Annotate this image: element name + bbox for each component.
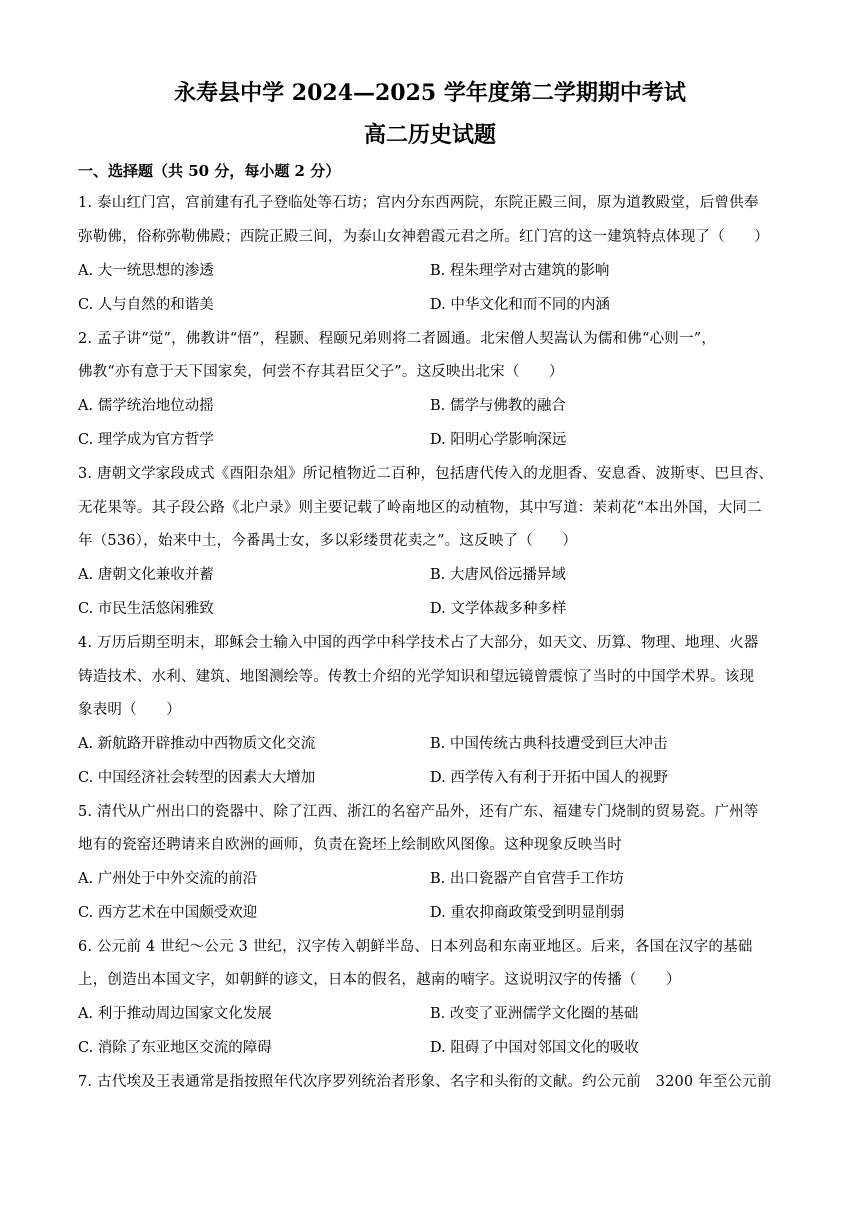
question-4-option-b: B. 中国传统古典科技遭受到巨大冲击 — [430, 736, 668, 752]
question-3-line-3: 年（536），始来中土，今番禺士女，多以彩缕贯花卖之”。这反映了（ ） — [78, 533, 578, 549]
question-4-line-2: 铸造技术、水利、建筑、地图测绘等。传教士介绍的光学知识和望远镜曾震惊了当时的中国学术界。该现 — [78, 669, 755, 685]
question-5-option-b: B. 出口瓷器产自官营手工作坊 — [430, 871, 624, 887]
exam-title: 永寿县中学 2024—2025 学年度第二学期期中考试 — [174, 80, 686, 106]
exam-subtitle: 高二历史试题 — [363, 122, 496, 148]
question-4-option-a: A. 新航路开辟推动中西物质文化交流 — [78, 736, 316, 752]
question-2-option-d: D. 阳明心学影响深远 — [430, 432, 567, 448]
question-4-option-c: C. 中国经济社会转型的因素大大增加 — [78, 770, 316, 786]
question-5-option-d: D. 重农抑商政策受到明显削弱 — [430, 905, 625, 921]
question-3-line-2: 无花果等。其子段公路《北户录》则主要记载了岭南地区的动植物，其中写道：茉莉花“本出外国，大同二 — [78, 500, 762, 516]
question-2-line-1: 2. 孟子讲“觉”，佛教讲“悟”，程颢、程颐兄弟则将二者圆通。北宋僧人契嵩认为儒和佛“心则一”， — [78, 331, 717, 347]
question-6-option-b: B. 改变了亚洲儒学文化圈的基础 — [430, 1006, 639, 1022]
question-5-line-1: 5. 清代从广州出口的瓷器中、除了江西、浙江的名窑产品外，还有广东、福建专门烧制的贸易瓷。广州等 — [78, 804, 759, 820]
question-1-option-d: D. 中华文化和而不同的内涵 — [430, 297, 610, 313]
question-4-line-1: 4. 万历后期至明末，耶稣会士输入中国的西学中科学技术占了大部分，如天文、历算、物理、地理、火器 — [78, 635, 759, 651]
question-1-line-1: 1. 泰山红门宫，宫前建有孔子登临处等石坊；宫内分东西两院，东院正殿三间，原为道教殿堂，后曾供奉 — [78, 195, 759, 211]
question-1-line-2: 弥勒佛，俗称弥勒佛殿；西院正殿三间，为泰山女神碧霞元君之所。红门宫的这一建筑特点体现了（ ） — [78, 229, 769, 245]
question-7-line-1: 7. 古代埃及王表通常是指按照年代次序罗列统治者形象、名字和头衔的文献。约公元前 3200 年至公元前 — [78, 1074, 772, 1090]
question-1-option-a: A. 大一统思想的渗透 — [78, 263, 214, 279]
question-6-line-2: 上，创造出本国文字，如朝鲜的谚文，日本的假名，越南的喃字。这说明汉字的传播（ ） — [78, 972, 681, 988]
question-4-option-d: D. 西学传入有利于开拓中国人的视野 — [430, 770, 668, 786]
question-3-line-1: 3. 唐朝文学家段成式《酉阳杂俎》所记植物近二百种，包括唐代传入的龙胆香、安息香、波斯枣、巴旦杏、 — [78, 466, 774, 482]
question-4-line-3: 象表明（ ） — [78, 702, 181, 718]
question-3-option-c: C. 市民生活悠闲雅致 — [78, 601, 214, 617]
question-2-option-c: C. 理学成为官方哲学 — [78, 432, 214, 448]
question-2-line-2: 佛教“亦有意于天下国家矣，何尝不存其君臣父子”。这反映出北宋（ ） — [78, 364, 564, 380]
question-1-option-b: B. 程朱理学对古建筑的影响 — [430, 263, 610, 279]
question-6-line-1: 6. 公元前 4 世纪～公元 3 世纪，汉字传入朝鲜半岛、日本列岛和东南亚地区。后来，各国在汉字的基础 — [78, 939, 753, 955]
question-3-option-a: A. 唐朝文化兼收并蓄 — [78, 567, 214, 583]
question-3-option-d: D. 文学体裁多种多样 — [430, 601, 567, 617]
question-6-option-d: D. 阻碍了中国对邻国文化的吸收 — [430, 1040, 639, 1056]
question-3-option-b: B. 大唐风俗远播异域 — [430, 567, 566, 583]
question-5-line-2: 地有的瓷窑还聘请来自欧洲的画师，负责在瓷坯上绘制欧风图像。这种现象反映当时 — [78, 837, 622, 853]
question-6-option-a: A. 利于推动周边国家文化发展 — [78, 1006, 272, 1022]
question-6-option-c: C. 消除了东亚地区交流的障碍 — [78, 1040, 272, 1056]
question-5-option-a: A. 广州处于中外交流的前沿 — [78, 871, 258, 887]
question-1-option-c: C. 人与自然的和谐美 — [78, 297, 214, 313]
question-5-option-c: C. 西方艺术在中国颇受欢迎 — [78, 905, 258, 921]
question-2-option-a: A. 儒学统治地位动摇 — [78, 398, 214, 414]
question-2-option-b: B. 儒学与佛教的融合 — [430, 398, 566, 414]
section-heading: 一、选择题（共 50 分，每小题 2 分） — [78, 162, 341, 180]
